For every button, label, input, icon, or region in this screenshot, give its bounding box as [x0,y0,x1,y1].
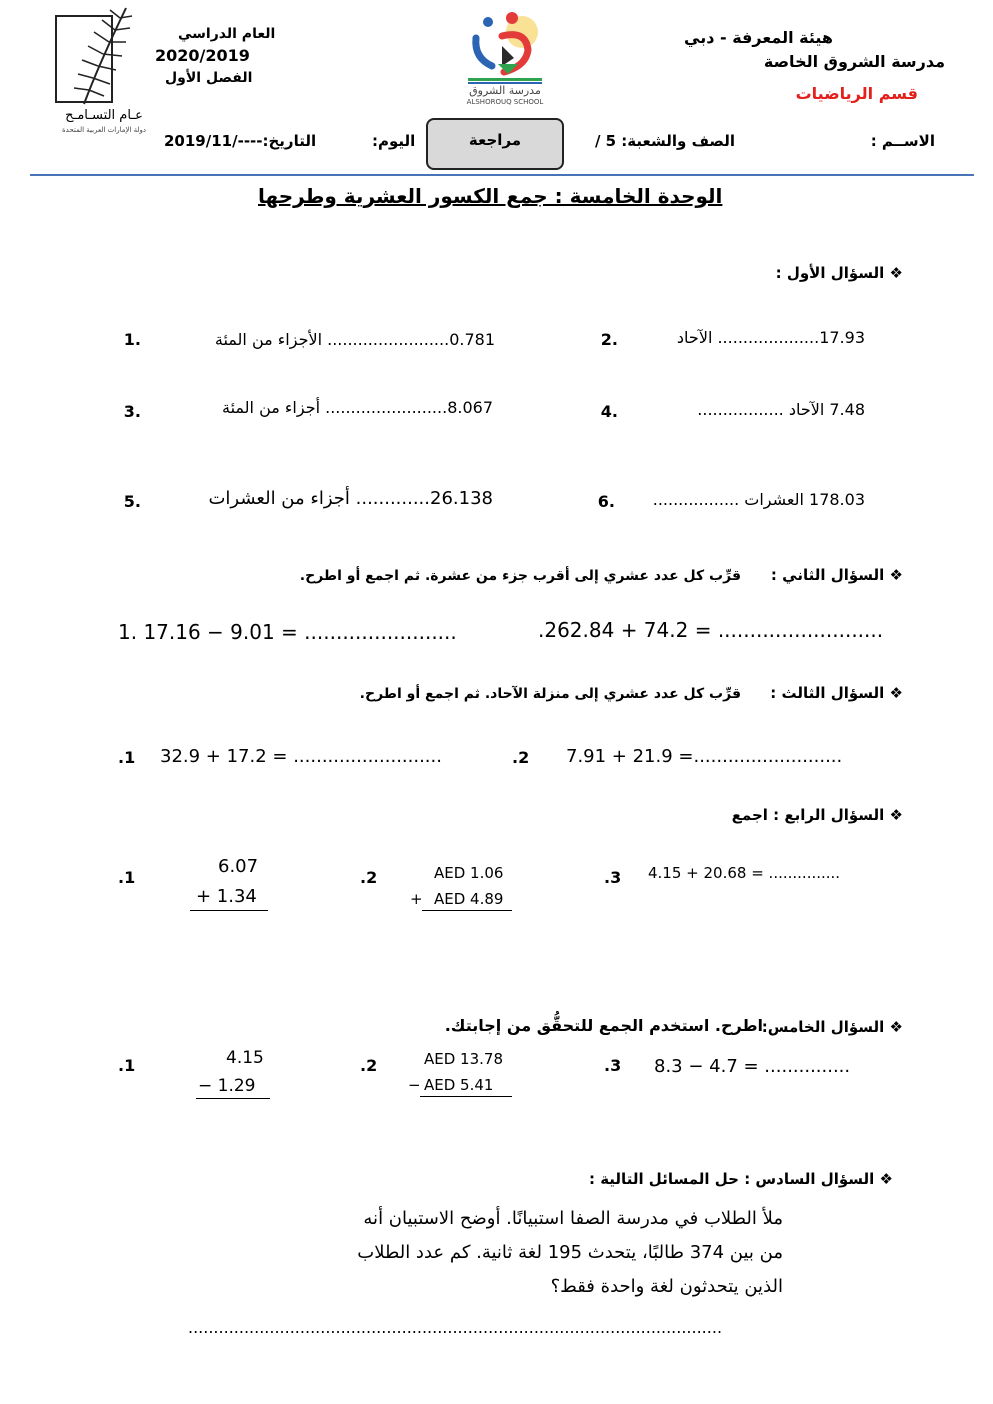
q1-item-4-number: .4 [600,402,618,421]
q5-item-2-difference-line [420,1096,512,1097]
q2-item-1: 1. 17.16 − 9.01 = ........................ [118,620,457,644]
q5-item-1-bottom: − 1.29 [198,1076,256,1096]
q6-problem-line-1: ملأ الطلاب في مدرسة الصفا استبيانًا. أوضح الاستبيان أنه [363,1208,783,1229]
q1-item-4-text: 7.48 الآحاد ................. [697,400,865,419]
q5-item-3: 8.3 − 4.7 = ............... [654,1056,851,1077]
q3-heading [770,684,903,702]
q4-label: السؤال الرابع : اجمع [731,806,885,824]
q4-item-2-number: .2 [360,868,378,887]
q2-instruction: قرِّب كل عدد عشري إلى أقرب جزء من عشرة. ثم اجمع أو اطرح. [299,568,741,584]
q2-item-2: .262.84 + 74.2 = .......................... [538,618,884,642]
q5-item-2-operator: − [408,1076,421,1094]
palm-frond-icon [54,4,154,108]
q4-item-1-number: .1 [118,868,136,887]
q5-item-1-number: .1 [118,1056,136,1075]
q5-item-1-top: 4.15 [226,1048,264,1068]
q2-bullet: ❖ [889,566,903,584]
q6-answer-line: ......................................................................................................... [188,1318,723,1337]
q1-item-2-number: .2 [600,330,618,349]
q5-item-2-number: .2 [360,1056,378,1075]
q5-bullet: ❖ [889,1018,903,1036]
q4-item-2-sum-line [422,910,512,911]
q5-item-3-number: .3 [604,1056,622,1075]
q5-instruction: اطرح. استخدم الجمع للتحقُّق من إجابتك. [444,1016,763,1035]
school-name: مدرسة الشروق الخاصة [763,52,945,71]
q1-label: السؤال الأول : [775,264,885,282]
q5-heading [762,1018,903,1036]
q6-problem-line-3: الذين يتحدثون لغة واحدة فقط؟ [550,1276,783,1297]
year-label: العام الدراسي [178,26,276,42]
q4-item-1-bottom: + 1.34 [196,886,257,907]
q1-heading [776,264,903,282]
q1-item-6-number: .6 [597,492,615,511]
department-name: قسم الرياضيات [795,84,918,103]
q6-bullet: ❖ [879,1170,893,1188]
q1-item-1-text: 0.781........................ الأجزاء من المئة [214,330,495,349]
q1-item-2-text: 17.93.................... الآحاد [676,328,865,347]
student-name-label: الاســم : [870,132,935,150]
q4-item-2-top: AED 1.06 [434,864,504,882]
q3-label: السؤال الثالث : [770,684,885,702]
q5-item-2-top: AED 13.78 [424,1050,503,1068]
q4-item-3-number: .3 [604,868,622,887]
header-divider [30,174,974,176]
q3-item-1-number: .1 [118,748,136,767]
q2-label: السؤال الثاني : [770,566,885,584]
q1-item-3-text: 8.067........................ أجزاء من المئة [222,398,493,417]
q3-item-2: 7.91 + 21.9 =.......................... [566,746,843,767]
q3-item-1: 32.9 + 17.2 = .......................... [160,746,442,767]
tolerance-logo [54,4,154,144]
q4-item-1-sum-line [190,910,268,911]
date-label: التاريخ:----/2019/11 [164,132,317,150]
q6-heading [589,1170,893,1188]
academic-year: 2020/2019 [155,46,250,65]
q3-item-2-number: .2 [512,748,530,767]
q4-heading [732,806,903,824]
logo-caption-english: ALSHOROUQ SCHOOL [466,98,544,106]
day-label: اليوم: [372,132,416,150]
authority-name: هيئة المعرفة - دبي [684,28,833,47]
q1-item-1-number: .1 [123,330,141,349]
q3-bullet: ❖ [889,684,903,702]
logo-caption-arabic: مدرسة الشروق [469,84,541,97]
q2-heading [771,566,903,584]
q1-item-5-number: .5 [123,492,141,511]
q5-label: السؤال الخامس: [761,1018,885,1036]
q4-bullet: ❖ [889,806,903,824]
review-badge-label: مراجعة [468,131,522,149]
q6-label: السؤال السادس : حل المسائل التالية : [588,1170,875,1188]
q6-problem-line-2: من بين 374 طالبًا، يتحدث 195 لغة ثانية. كم عدد الطلاب [357,1242,783,1263]
q1-bullet: ❖ [889,264,903,282]
q5-item-2-bottom: AED 5.41 [424,1076,494,1094]
q4-item-2-operator: + [410,890,423,908]
class-section-label: الصف والشعبة: 5 / [594,132,735,150]
q4-item-2-bottom: AED 4.89 [434,890,504,908]
school-logo [462,10,548,110]
q1-item-6-text: 178.03 العشرات ................. [652,490,865,509]
q4-item-3: 4.15 + 20.68 = ............... [648,864,841,882]
q4-item-1-top: 6.07 [218,856,259,877]
q5-item-1-difference-line [196,1098,270,1099]
tolerance-logo-subtext: دولة الإمارات العربية المتحدة [61,126,147,134]
unit-title: الوحدة الخامسة : جمع الكسور العشرية وطرحها [258,184,723,208]
tolerance-logo-text: عـام التسـامـح [65,108,143,123]
q1-item-5-text: 26.138............. أجزاء من العشرات [208,488,493,509]
term-label: الفصل الأول [165,70,253,86]
q1-item-3-number: .3 [123,402,141,421]
review-badge [426,118,564,170]
q3-instruction: قرِّب كل عدد عشري إلى منزلة الآحاد. ثم اجمع أو اطرح. [359,686,741,702]
